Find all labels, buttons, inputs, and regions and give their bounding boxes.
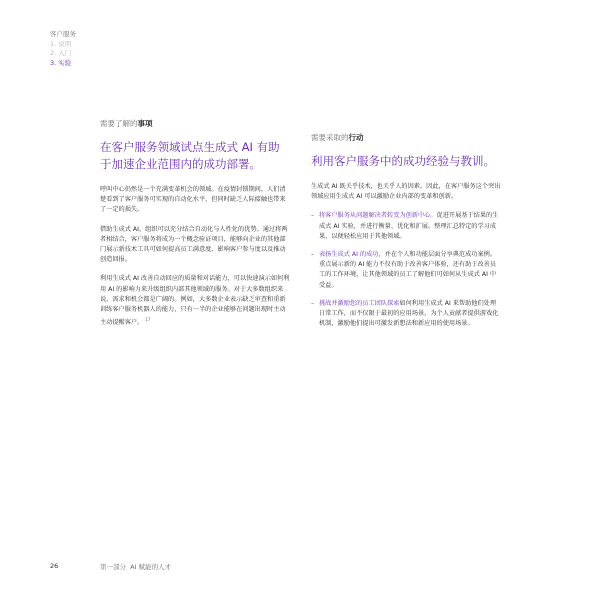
footnote-ref[interactable]: 17 <box>145 317 151 323</box>
bullet-dash-icon: – <box>311 299 315 307</box>
left-kicker-prefix: 需要了解的 <box>100 119 138 128</box>
section-nav <box>50 30 76 68</box>
left-kicker-bold: 事项 <box>137 119 153 128</box>
action-item-text: 并在个人和功能层面分享典范成功案例。重点展示新的 AI 能力不仅有助于改善客户体验，还有助于改善员工的工作环境，让其他领域的员工了解他们可如何从生成式 AI 中受益。 <box>319 251 497 289</box>
action-item-text: 如何利用生成式 AI 来帮助他们处理日常工作，而不仅限于最初的应用场景。为个人贡献者提供游戏化机制，激励他们提出可激发新想法和新应用的使用场景。 <box>319 299 499 328</box>
action-item <box>311 211 501 242</box>
right-kicker-bold: 行动 <box>348 133 364 142</box>
nav-item-intro[interactable]: 1. 说明 <box>50 39 72 48</box>
nav-item-experiment[interactable]: 3. 实验 <box>50 58 72 67</box>
left-paragraph-3-text: 利用生成式 AI 改善自动回应的质量和对话能力，可以快速演示如何利用 AI 的影响力来升级组织内部其他领域的服务。对于大多数组织来说，需求和机会都是广阔的。例如，大多数企业表示缺乏审查和重新训练客户服务机器人的能力，只有一半的企业能够在问题出现时主动主动提醒客户。 <box>100 275 290 327</box>
right-intro: 生成式 AI 既关乎技术，也关乎人的因素。因此，在客户服务这个突出领域应用生成式 AI 可以激励企业内部的变革和创新。 <box>311 183 501 201</box>
left-paragraph-1: 呼叫中心仍然是一个充满变革机会的领域。在疫情封锁期间，人们清楚看到了客户服务可实现的自动化水平，但同时缺乏人际接触也带来了一定的损失。 <box>100 186 286 214</box>
action-item <box>311 250 501 291</box>
nav-title: 客户服务 <box>50 30 76 38</box>
footer-section-title: AI 赋能的人才 <box>130 563 172 571</box>
right-kicker-prefix: 需要采取的 <box>311 133 349 142</box>
page-number: 26 <box>50 562 59 570</box>
action-list <box>311 211 501 329</box>
action-item-text: 促进开展基于结果的生成式 AI 实验，并进行衡量、优化和扩展。整理汇总特定的学习成果，以便轻松应用于其他领域。 <box>319 212 499 240</box>
action-item-lead: 表扬生成式 AI 的成功， <box>319 251 385 259</box>
footer-section-part: 第一部分 <box>100 563 126 571</box>
right-heading: 利用客户服务中的成功经验与教训。 <box>311 154 495 168</box>
action-item <box>311 299 501 330</box>
left-kicker <box>100 119 290 129</box>
left-paragraph-3 <box>100 274 290 328</box>
bullet-dash-icon: – <box>311 251 315 259</box>
bullet-dash-icon: – <box>311 212 315 220</box>
action-item-lead: 将客户服务从问题解决者转变为创新中心。 <box>319 212 437 220</box>
footer-section <box>100 562 171 571</box>
right-column <box>311 133 501 337</box>
left-column <box>100 119 290 338</box>
action-item-lead: 挑战并激励您的员工团队探索 <box>319 299 400 307</box>
right-kicker <box>311 133 501 143</box>
left-paragraph-2: 借助生成式 AI，组织可以充分结合自动化与人性化的优势。通过将两者相结合，客户服务将成为一个概念验证项目，能够向企业的其他部门展示新技术工具可如何提高员工满意度、影响客户参与度以及推动创造回报。 <box>100 225 288 264</box>
left-heading: 在客户服务领域试点生成式 AI 有助于加速企业范围内的成功部署。 <box>100 140 280 171</box>
nav-item-getting-started[interactable]: 2. 入门 <box>50 49 72 57</box>
